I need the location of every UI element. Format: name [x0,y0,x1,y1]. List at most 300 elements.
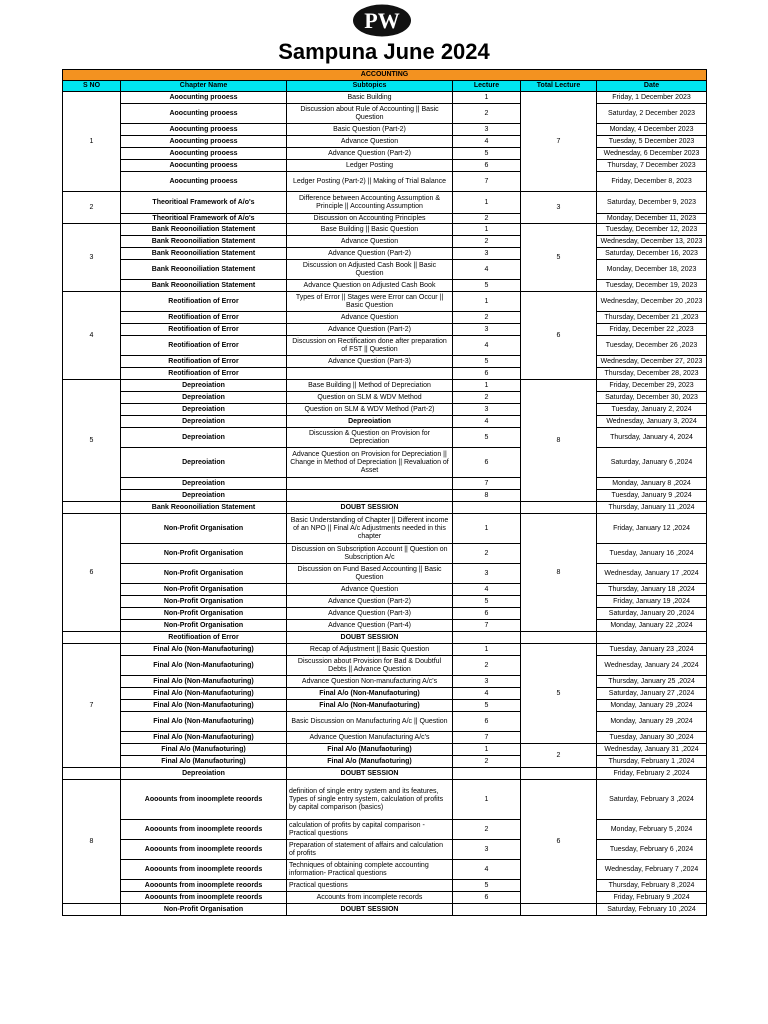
total-lecture-cell: 8 [521,380,597,502]
table-row [63,336,707,356]
date-cell: Monday, December 18, 2023 [597,260,707,280]
table-row [63,608,707,620]
chapter-cell: Final A/o (Non-Manufaoturing) [121,688,287,700]
sno-cell [63,632,121,644]
date-cell [597,632,707,644]
subtopic-cell: Final A/o (Manufaoturing) [287,756,453,768]
chapter-cell: Bank Reoonoiliation Statement [121,502,287,514]
subtopic-cell: Basic Understanding of Chapter || Different income of an NPO || Final A/c Adjustments needed in this chapter [287,514,453,544]
subtopic-cell: Discussion on Fund Based Accounting || Basic Question [287,564,453,584]
subtopic-cell: Advance Question (Part-2) [287,148,453,160]
lecture-cell: 2 [453,656,521,676]
date-cell: Monday, January 22 ,2024 [597,620,707,632]
table-row [63,656,707,676]
subtopic-cell [287,368,453,380]
lecture-cell: 3 [453,324,521,336]
chapter-cell: Depreoiation [121,428,287,448]
chapter-cell: Non-Profit Organisation [121,564,287,584]
date-cell: Thursday, January 25 ,2024 [597,676,707,688]
chapter-cell: Aooounts from inoomplete reoords [121,892,287,904]
lecture-cell: 2 [453,820,521,840]
table-row [63,712,707,732]
subtopic-cell: Final A/o (Non-Manufaoturing) [287,700,453,712]
subtopic-cell: Recap of Adjustment || Basic Question [287,644,453,656]
sno-cell: 4 [63,292,121,380]
chapter-cell: Aooounts from inoomplete reoords [121,820,287,840]
subtopic-cell: Discussion about Provision for Bad & Doubtful Debts || Advance Question [287,656,453,676]
date-cell: Tuesday, February 6 ,2024 [597,840,707,860]
lecture-cell: 2 [453,104,521,124]
subtopic-cell: Discussion on Accounting Principles [287,214,453,224]
date-cell: Thursday, February 1 ,2024 [597,756,707,768]
subtopic-cell: Accounts from incomplete records [287,892,453,904]
subtopic-cell: Discussion on Subscription Account || Question on Subscription A/c [287,544,453,564]
header-lecture: Lecture [453,81,521,92]
header-sno: S NO [63,81,121,92]
table-row [63,416,707,428]
table-row [63,214,707,224]
chapter-cell: Final A/o (Non-Manufaoturing) [121,700,287,712]
subtopic-cell: Advance Question (Part-2) [287,324,453,336]
date-cell: Tuesday, January 9 ,2024 [597,490,707,502]
subtopic-cell: Ledger Posting [287,160,453,172]
chapter-cell: Final A/o (Non-Manufaoturing) [121,676,287,688]
table-row [63,892,707,904]
date-cell: Thursday, 7 December 2023 [597,160,707,172]
lecture-cell: 2 [453,236,521,248]
date-cell: Saturday, January 20 ,2024 [597,608,707,620]
subtopic-cell: DOUBT SESSION [287,632,453,644]
lecture-cell: 6 [453,448,521,478]
lecture-cell: 5 [453,428,521,448]
lecture-cell: 1 [453,224,521,236]
chapter-cell: Aoocunting prooess [121,136,287,148]
table-row [63,404,707,416]
date-cell: Tuesday, December 26 ,2023 [597,336,707,356]
lecture-cell: 5 [453,280,521,292]
date-cell: Wednesday, January 24 ,2024 [597,656,707,676]
subtopic-cell: Question on SLM & WDV Method [287,392,453,404]
lecture-cell [453,502,521,514]
date-cell: Wednesday, December 27, 2023 [597,356,707,368]
chapter-cell: Aooounts from inoomplete reoords [121,840,287,860]
subtopic-cell: Discussion about Rule of Accounting || Basic Question [287,104,453,124]
chapter-cell: Depreoiation [121,768,287,780]
chapter-cell: Reotifioation of Error [121,336,287,356]
subtopic-cell: Preparation of statement of affairs and calculation of profits [287,840,453,860]
date-cell: Thursday, January 18 ,2024 [597,584,707,596]
chapter-cell: Depreoiation [121,448,287,478]
total-lecture-cell [521,632,597,644]
header-chapter-name: Chapter Name [121,81,287,92]
table-row [63,840,707,860]
date-cell: Monday, 4 December 2023 [597,124,707,136]
date-cell: Tuesday, January 30 ,2024 [597,732,707,744]
lecture-cell: 8 [453,490,521,502]
date-cell: Thursday, December 21 ,2023 [597,312,707,324]
table-row [63,428,707,448]
table-row [63,356,707,368]
date-cell: Wednesday, January 3, 2024 [597,416,707,428]
lecture-cell: 3 [453,124,521,136]
subtopic-cell: Advance Question on Provision for Depreciation || Change in Method of Depreciation || Revaluation of Asset [287,448,453,478]
lecture-cell: 4 [453,584,521,596]
chapter-cell: Final A/o (Manufaoturing) [121,744,287,756]
subtopic-cell: Question on SLM & WDV Method (Part-2) [287,404,453,416]
table-row [63,880,707,892]
chapter-cell: Depreoiation [121,416,287,428]
subtopic-cell: DOUBT SESSION [287,904,453,916]
table-row [63,632,707,644]
date-cell: Monday, January 29 ,2024 [597,712,707,732]
header-date: Date [597,81,707,92]
chapter-cell: Bank Reoonoiliation Statement [121,248,287,260]
date-cell: Monday, February 5 ,2024 [597,820,707,840]
chapter-cell: Reotifioation of Error [121,312,287,324]
date-cell: Friday, December 8, 2023 [597,172,707,192]
subtopic-cell: Depreoiation [287,416,453,428]
lecture-cell [453,768,521,780]
lecture-cell: 1 [453,380,521,392]
lecture-cell: 1 [453,644,521,656]
table-row [63,104,707,124]
subtopic-cell: Base Building || Method of Depreciation [287,380,453,392]
chapter-cell: Final A/o (Non-Manufaoturing) [121,712,287,732]
table-row [63,172,707,192]
date-cell: Friday, December 29, 2023 [597,380,707,392]
subtopic-cell [287,490,453,502]
chapter-cell: Reotifioation of Error [121,632,287,644]
date-cell: Tuesday, December 12, 2023 [597,224,707,236]
sno-cell: 7 [63,644,121,768]
chapter-cell: Non-Profit Organisation [121,904,287,916]
date-cell: Saturday, February 10 ,2024 [597,904,707,916]
sno-cell: 3 [63,224,121,292]
subtopic-cell: Discussion on Adjusted Cash Book || Basic Question [287,260,453,280]
chapter-cell: Non-Profit Organisation [121,596,287,608]
table-row [63,160,707,172]
date-cell: Saturday, December 9, 2023 [597,192,707,214]
lecture-cell: 7 [453,172,521,192]
table-row [63,502,707,514]
date-cell: Saturday, January 27 ,2024 [597,688,707,700]
lecture-cell: 3 [453,676,521,688]
date-cell: Saturday, February 3 ,2024 [597,780,707,820]
total-lecture-cell: 7 [521,92,597,192]
table-row [63,744,707,756]
lecture-cell: 5 [453,700,521,712]
lecture-cell: 2 [453,312,521,324]
chapter-cell: Reotifioation of Error [121,292,287,312]
chapter-cell: Aoocunting prooess [121,92,287,104]
date-cell: Thursday, December 28, 2023 [597,368,707,380]
subtopic-cell: Ledger Posting (Part-2) || Making of Trial Balance [287,172,453,192]
subtopic-cell: DOUBT SESSION [287,502,453,514]
lecture-cell: 7 [453,732,521,744]
chapter-cell: Reotifioation of Error [121,356,287,368]
lecture-cell: 6 [453,608,521,620]
table-row [63,596,707,608]
subtopic-cell: Discussion on Rectification done after preparation of FST || Question [287,336,453,356]
subtopic-cell: Advance Question (Part-3) [287,356,453,368]
lecture-cell: 5 [453,356,521,368]
logo-text: PW [364,8,400,33]
table-row [63,292,707,312]
header-total-lecture: Total Lecture [521,81,597,92]
date-cell: Friday, December 22 ,2023 [597,324,707,336]
subtopic-cell: Base Building || Basic Question [287,224,453,236]
subtopic-cell: Advance Question on Adjusted Cash Book [287,280,453,292]
subtopic-cell: Advance Question Non-manufacturing A/c's [287,676,453,688]
date-cell: Monday, January 8 ,2024 [597,478,707,490]
date-cell: Saturday, December 30, 2023 [597,392,707,404]
table-row [63,478,707,490]
lecture-cell: 1 [453,780,521,820]
table-row [63,448,707,478]
chapter-cell: Non-Profit Organisation [121,544,287,564]
lecture-cell: 5 [453,880,521,892]
chapter-cell: Theoritioal Framework of A/o's [121,192,287,214]
table-row [63,392,707,404]
table-row [63,124,707,136]
lecture-cell: 3 [453,840,521,860]
lecture-cell: 3 [453,248,521,260]
table-row [63,490,707,502]
subtopic-cell: Advance Question [287,584,453,596]
chapter-cell: Depreoiation [121,404,287,416]
lecture-cell: 6 [453,160,521,172]
date-cell: Saturday, December 16, 2023 [597,248,707,260]
subtopic-cell: Advance Question Manufacturing A/c's [287,732,453,744]
sno-cell: 1 [63,92,121,192]
subtopic-cell: Basic Question (Part-2) [287,124,453,136]
total-lecture-cell: 6 [521,292,597,380]
subtopic-cell: Basic Discussion on Manufacturing A/c || Question [287,712,453,732]
table-row [63,136,707,148]
lecture-cell: 1 [453,192,521,214]
table-row [63,248,707,260]
date-cell: Monday, January 29 ,2024 [597,700,707,712]
table-row [63,564,707,584]
sno-cell [63,768,121,780]
lecture-cell: 1 [453,292,521,312]
subtopic-cell: Advance Question (Part-4) [287,620,453,632]
total-lecture-cell: 2 [521,744,597,768]
sno-cell: 6 [63,514,121,632]
table-row [63,820,707,840]
chapter-cell: Aoocunting prooess [121,148,287,160]
date-cell: Thursday, January 4, 2024 [597,428,707,448]
chapter-cell: Aooounts from inoomplete reoords [121,780,287,820]
chapter-cell: Depreoiation [121,478,287,490]
lecture-cell: 6 [453,712,521,732]
date-cell: Friday, January 12 ,2024 [597,514,707,544]
date-cell: Saturday, January 6 ,2024 [597,448,707,478]
table-row [63,260,707,280]
date-cell: Friday, February 2 ,2024 [597,768,707,780]
section-banner-row [63,70,707,81]
table-row [63,860,707,880]
subtopic-cell: Final A/o (Manufaoturing) [287,744,453,756]
table-row [63,904,707,916]
chapter-cell: Final A/o (Non-Manufaoturing) [121,656,287,676]
date-cell: Wednesday, December 20 ,2023 [597,292,707,312]
date-cell: Tuesday, December 19, 2023 [597,280,707,292]
lecture-cell: 4 [453,860,521,880]
chapter-cell: Theoritioal Framework of A/o's [121,214,287,224]
table-row [63,732,707,744]
subtopic-cell: DOUBT SESSION [287,768,453,780]
lecture-cell: 1 [453,744,521,756]
chapter-cell: Non-Profit Organisation [121,608,287,620]
lecture-cell: 4 [453,260,521,280]
chapter-cell: Aoocunting prooess [121,172,287,192]
chapter-cell: Bank Reoonoiliation Statement [121,236,287,248]
chapter-cell: Reotifioation of Error [121,368,287,380]
subtopic-cell: Techniques of obtaining complete accounting information- Practical questions [287,860,453,880]
table-row [63,768,707,780]
lecture-cell: 3 [453,404,521,416]
date-cell: Wednesday, February 7 ,2024 [597,860,707,880]
section-banner: ACCOUNTING [63,70,707,81]
subtopic-cell: Basic Building [287,92,453,104]
date-cell: Saturday, 2 December 2023 [597,104,707,124]
subtopic-cell: definition of single entry system and its features, Types of single entry system, calculation of profits by capital comparison (basics) [287,780,453,820]
date-cell: Wednesday, December 13, 2023 [597,236,707,248]
sno-cell: 2 [63,192,121,224]
chapter-cell: Non-Profit Organisation [121,514,287,544]
subtopic-cell [287,478,453,490]
table-row [63,644,707,656]
table-row [63,324,707,336]
subtopic-cell: Practical questions [287,880,453,892]
chapter-cell: Non-Profit Organisation [121,620,287,632]
sno-cell: 5 [63,380,121,502]
subtopic-cell: Discussion & Question on Provision for Depreciation [287,428,453,448]
total-lecture-cell [521,768,597,780]
chapter-cell: Aoocunting prooess [121,104,287,124]
lecture-cell: 5 [453,596,521,608]
lecture-cell: 4 [453,688,521,700]
lecture-cell [453,904,521,916]
table-row [63,224,707,236]
header-row [63,81,707,92]
chapter-cell: Aoocunting prooess [121,124,287,136]
lecture-cell: 2 [453,544,521,564]
chapter-cell: Non-Profit Organisation [121,584,287,596]
date-cell: Tuesday, January 2, 2024 [597,404,707,416]
chapter-cell: Aoocunting prooess [121,160,287,172]
lecture-cell: 1 [453,514,521,544]
sno-cell [63,502,121,514]
table-row [63,780,707,820]
table-row [63,584,707,596]
table-row [63,236,707,248]
lecture-cell: 2 [453,756,521,768]
date-cell: Wednesday, January 31 ,2024 [597,744,707,756]
chapter-cell: Bank Reoonoiliation Statement [121,224,287,236]
table-row [63,700,707,712]
chapter-cell: Final A/o (Non-Manufaoturing) [121,732,287,744]
date-cell: Friday, 1 December 2023 [597,92,707,104]
lecture-cell [453,632,521,644]
subtopic-cell: Advance Question [287,312,453,324]
table-row [63,368,707,380]
lecture-cell: 3 [453,564,521,584]
date-cell: Friday, February 9 ,2024 [597,892,707,904]
subtopic-cell: calculation of profits by capital comparison - Practical questions [287,820,453,840]
total-lecture-cell: 8 [521,514,597,632]
chapter-cell: Final A/o (Manufaoturing) [121,756,287,768]
date-cell: Friday, January 19 ,2024 [597,596,707,608]
subtopic-cell: Advance Question [287,236,453,248]
schedule-table [62,69,707,916]
total-lecture-cell: 5 [521,644,597,744]
date-cell: Wednesday, January 17 ,2024 [597,564,707,584]
date-cell: Monday, December 11, 2023 [597,214,707,224]
chapter-cell: Depreoiation [121,380,287,392]
total-lecture-cell: 5 [521,224,597,292]
date-cell: Tuesday, January 23 ,2024 [597,644,707,656]
date-cell: Tuesday, 5 December 2023 [597,136,707,148]
subtopic-cell: Final A/o (Non-Manufaoturing) [287,688,453,700]
table-row [63,676,707,688]
table-row [63,688,707,700]
subtopic-cell: Advance Question (Part-2) [287,248,453,260]
lecture-cell: 2 [453,214,521,224]
date-cell: Thursday, February 8 ,2024 [597,880,707,892]
chapter-cell: Reotifioation of Error [121,324,287,336]
chapter-cell: Final A/o (Non-Manufaoturing) [121,644,287,656]
chapter-cell: Aooounts from inoomplete reoords [121,880,287,892]
total-lecture-cell: 3 [521,192,597,224]
date-cell: Tuesday, January 16 ,2024 [597,544,707,564]
subtopic-cell: Advance Question (Part-3) [287,608,453,620]
table-row [63,514,707,544]
total-lecture-cell [521,502,597,514]
table-row [63,280,707,292]
total-lecture-cell [521,904,597,916]
table-row [63,380,707,392]
chapter-cell: Depreoiation [121,490,287,502]
sno-cell [63,904,121,916]
lecture-cell: 5 [453,148,521,160]
chapter-cell: Aooounts from inoomplete reoords [121,860,287,880]
lecture-cell: 6 [453,892,521,904]
table-row [63,92,707,104]
lecture-cell: 4 [453,336,521,356]
table-row [63,192,707,214]
total-lecture-cell: 6 [521,780,597,904]
chapter-cell: Bank Reoonoiliation Statement [121,260,287,280]
table-row [63,312,707,324]
lecture-cell: 6 [453,368,521,380]
subtopic-cell: Types of Error || Stages were Error can Occur || Basic Question [287,292,453,312]
table-row [63,756,707,768]
lecture-cell: 7 [453,620,521,632]
pw-logo [352,4,412,37]
table-row [63,544,707,564]
lecture-cell: 1 [453,92,521,104]
header-subtopics: Subtopics [287,81,453,92]
subtopic-cell: Difference between Accounting Assumption & Principle || Accounting Assumption [287,192,453,214]
table-row [63,620,707,632]
date-cell: Thursday, January 11 ,2024 [597,502,707,514]
table-row [63,148,707,160]
lecture-cell: 7 [453,478,521,490]
page-title: Sampuna June 2024 [278,39,490,64]
sno-cell: 8 [63,780,121,904]
